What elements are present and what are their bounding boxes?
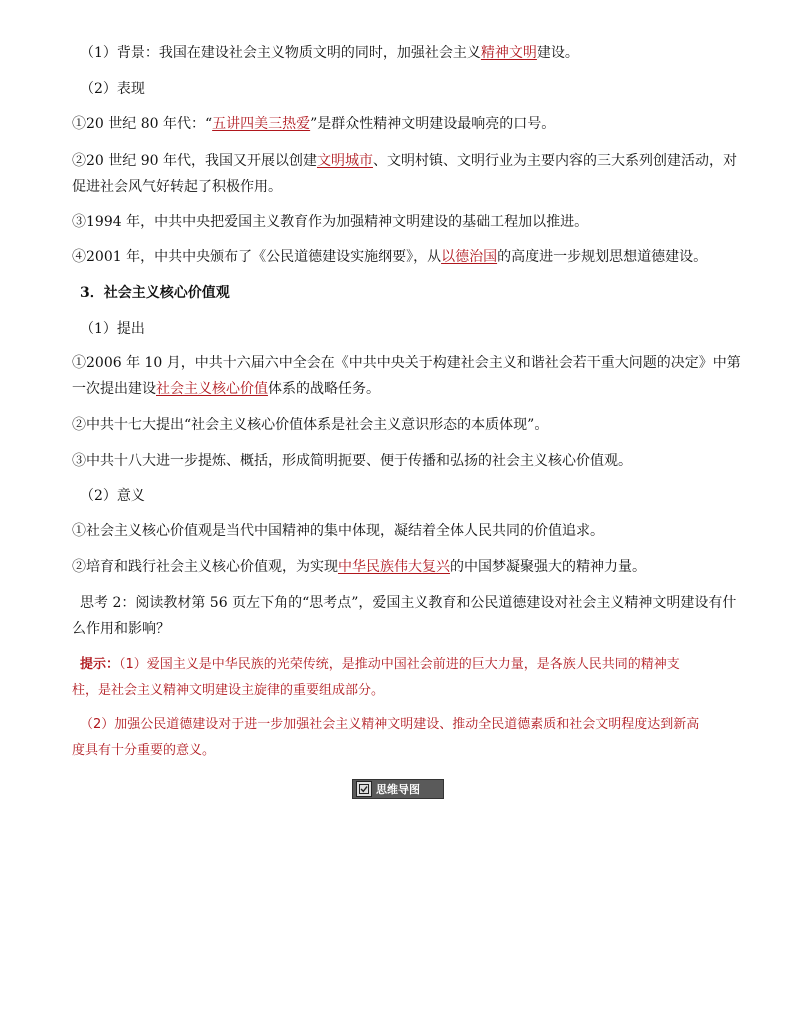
text: ②培育和践行社会主义核心价值观，为实现 [72,559,338,575]
keyword-highlight: 文明城市 [316,153,373,169]
text: ②20 世纪 90 年代，我国又开展以创建 [72,153,317,169]
keyword-highlight: 精神文明 [480,45,537,61]
section-heading-3: 3．社会主义核心价值观 [80,285,230,301]
text: 的中国梦凝聚强大的精神力量。 [450,559,646,575]
hint-2: （2）加强公民道德建设对于进一步加强社会主义精神文明建设、推动全民道德素质和社会文明程度达到新高 [80,717,700,732]
text: 、文明村镇、文明行业为主要内容的三大系列创建活动，对 [372,153,737,169]
paragraph-item-4 [72,250,707,264]
text: 一次提出建设 [72,381,156,397]
paragraph-background [80,46,579,60]
mindmap-badge [352,779,444,799]
keyword-highlight: 中华民族伟大复兴 [338,559,450,575]
paragraph-item-2 [72,154,737,168]
hint-text: （1）爱国主义是中华民族的光荣传统，是推动中国社会前进的巨大力量，是各族人民共同的精神支 [119,657,680,672]
paragraph-significance-1: ①社会主义核心价值观是当代中国精神的集中体现，凝结着全体人民共同的价值追求。 [72,523,604,539]
paragraph-item-1 [72,117,555,131]
paragraph-significance-2 [72,560,646,574]
question-2: 思考 2：阅读教材第 56 页左下角的“思考点”，爱国主义教育和公民道德建设对社会主义精神文明建设有什 [80,595,737,611]
hint-2-cont: 度具有十分重要的意义。 [72,743,216,758]
keyword-highlight: 社会主义核心价值 [156,381,268,397]
keyword-highlight: 以德治国 [441,249,498,265]
text: （1）背景：我国在建设社会主义物质文明的同时，加强社会主义 [80,45,481,61]
question-2-cont: 么作用和影响？ [72,621,170,637]
hint-1-cont: 柱，是社会主义精神文明建设主旋律的重要组成部分。 [72,683,385,698]
mindmap-label: 思维导图 [376,783,420,796]
paragraph-item-3: ③1994 年，中共中央把爱国主义教育作为加强精神文明建设的基础工程加以推进。 [72,214,589,230]
subheading-proposal: （1）提出 [80,321,145,337]
subheading-significance: （2）意义 [80,488,145,504]
text: ”是群众性精神文明建设最响亮的口号。 [310,116,556,132]
subheading-performance: （2）表现 [80,81,145,97]
text: ④2001 年，中共中央颁布了《公民道德建设实施纲要》，从 [72,249,442,265]
paragraph-proposal-1: ①2006 年 10 月，中共十六届六中全会在《中共中央关于构建社会主义和谐社会若干重大问题的决定》中第 [72,355,741,371]
keyword-highlight: 五讲四美三热爱 [212,116,311,132]
paragraph-proposal-2: ②中共十七大提出“社会主义核心价值体系是社会主义意识形态的本质体现”。 [72,417,549,433]
paragraph-proposal-1-cont [72,382,380,396]
text: ①20 世纪 80 年代：“ [72,116,213,132]
text: 的高度进一步规划思想道德建设。 [497,249,708,265]
hint-label: 提示： [80,657,120,672]
hint-1 [80,658,680,672]
paragraph-item-2-cont: 促进社会风气好转起了积极作用。 [72,179,282,195]
text: 建设。 [536,45,579,61]
mindmap-icon [356,781,372,797]
text: 体系的战略任务。 [268,381,380,397]
paragraph-proposal-3: ③中共十八大进一步提炼、概括，形成简明扼要、便于传播和弘扬的社会主义核心价值观。 [72,453,632,469]
